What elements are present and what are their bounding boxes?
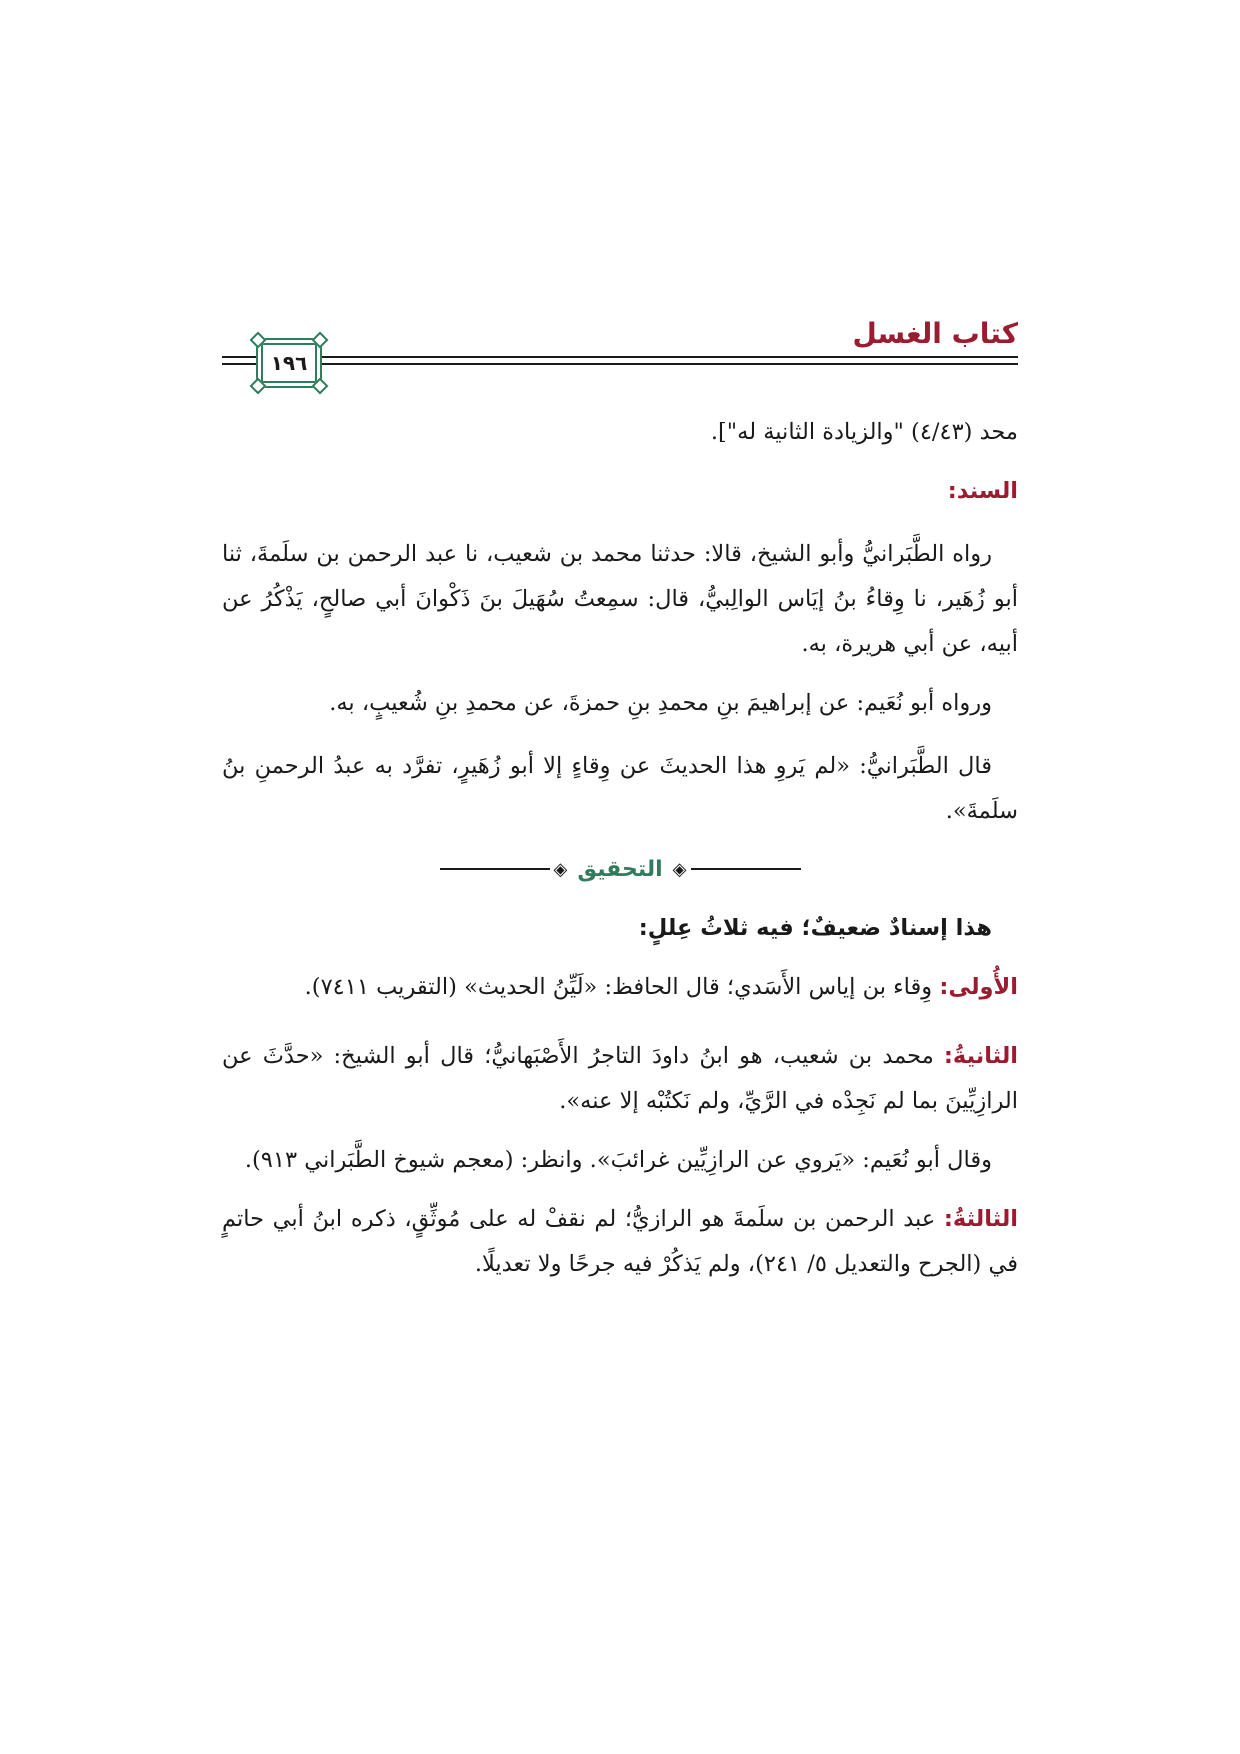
tahqiq-title: التحقيق — [577, 856, 663, 882]
sanad-heading — [222, 469, 1018, 514]
thaniya-text: محمد بن شعيب، هو ابنُ داودَ التاجرُ الأَصْبَهانيُّ؛ قال أبو الشيخ: «حدَّثَ عن الرازِيِّينَ بما لم نَجِدْه في الرَّيِّ، ولم نَكتُبْه إلا عنه». — [222, 1043, 1018, 1114]
thalitha-label: الثالثةُ: — [943, 1206, 1018, 1232]
ornament-icon: ◈ — [553, 858, 568, 880]
page-number-badge — [256, 338, 322, 388]
paragraph-riwaya: رواه الطَّبَرانيُّ وأبو الشيخ، قالا: حدثنا محمد بن شعيب، نا عبد الرحمن بن سلَمةَ، ثنا أبو زُهَير، نا وِقاءُ بنُ إيَاس الوالِبيُّ، قال: سمِعتُ سُهَيلَ بنَ ذَكْوانَ أبي صالحٍ، يَذْكُرُ عن أبيه، عن أبي هريرة، به. — [222, 541, 1018, 657]
paragraph-thalitha — [222, 1197, 1018, 1287]
tahqiq-divider — [222, 846, 1018, 892]
tahqiq-intro — [222, 906, 1018, 951]
page-body — [222, 410, 1018, 1287]
paragraph-abu-nuaym: ورواه أبو نُعَيم: عن إبراهيمَ بنِ محمدِ بنِ حمزةَ، عن محمدِ بنِ شُعيبٍ، به. — [329, 690, 992, 716]
badge-ornament-icon — [250, 332, 267, 349]
sanad-label: السند: — [947, 478, 1018, 504]
paragraph-nuaym: وقال أبو نُعَيم: «يَروي عن الرازِيِّين غرائبَ». وانظر: (معجم شيوخ الطَّبَراني ٩١٣). — [244, 1147, 992, 1173]
paragraph-thaniya — [222, 1034, 1018, 1124]
thaniya-label: الثانيةُ: — [943, 1043, 1018, 1069]
page-header — [222, 318, 1018, 390]
divider-line — [440, 868, 550, 870]
thalitha-text: عبد الرحمن بن سلَمةَ هو الرازيُّ؛ لم نقفْ له على مُوثِّقٍ، ذكره ابنُ أبي حاتمٍ في (الجرح والتعديل ٥/ ٢٤١)، ولم يَذكُرْ فيه جرحًا ولا تعديلًا. — [222, 1206, 1018, 1277]
paragraph-tabarani-quote: قال الطَّبَرانيُّ: «لم يَروِ هذا الحديثَ عن وِقاءٍ إلا أبو زُهَيرٍ، تفرَّد به عبدُ الرحمنِ بنُ سلَمةَ». — [222, 753, 1018, 824]
badge-ornament-icon — [312, 378, 329, 395]
paragraph-ula — [222, 965, 1018, 1010]
book-title: كتاب الغسل — [852, 317, 1018, 350]
ula-label: الأُولى: — [939, 974, 1018, 1000]
header-rule-top — [222, 356, 1018, 358]
badge-ornament-icon — [312, 332, 329, 349]
ula-text: وِقاء بن إياس الأَسَدي؛ قال الحافظ: «لَيِّنُ الحديث» (التقريب ٧٤١١). — [304, 974, 933, 1000]
divider-line — [691, 868, 801, 870]
ornament-icon: ◈ — [672, 858, 687, 880]
page-number: ١٩٦ — [270, 351, 308, 375]
header-rule-bottom — [222, 363, 1018, 365]
badge-ornament-icon — [250, 378, 267, 395]
tahqiq-intro-text: هذا إسنادٌ ضعيفٌ؛ فيه ثلاثُ عِللٍ: — [638, 915, 992, 941]
paragraph-top: محد (٤/٤٣) "والزيادة الثانية له"]. — [710, 419, 1018, 445]
